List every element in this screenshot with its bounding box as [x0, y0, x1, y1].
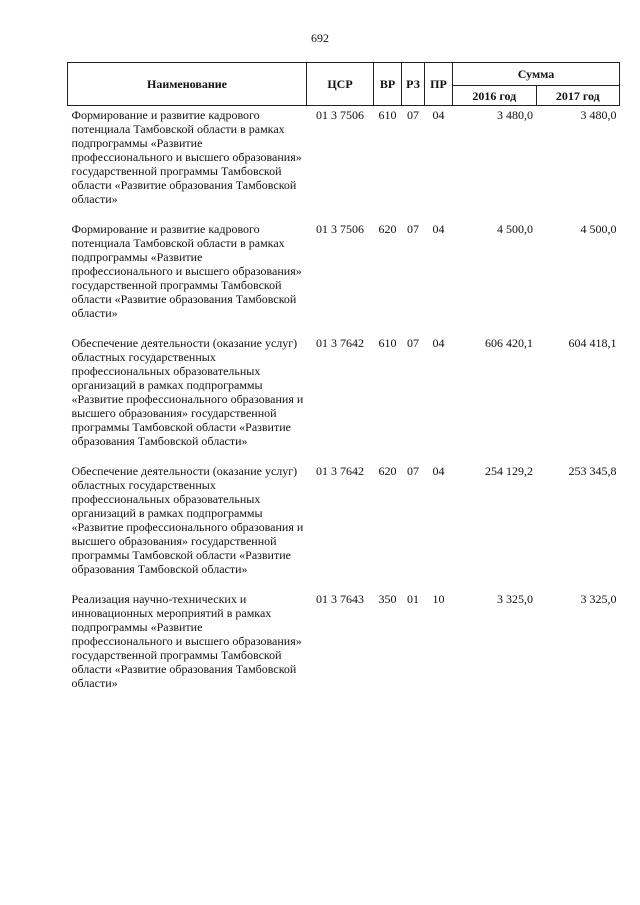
row-name: Реализация научно-технических и инновационных мероприятий в рамках подпрограммы «Развитие профессионального и высшего образования» государственной программы Тамбовской области «Развитие образования Тамбовской области»: [71, 592, 302, 690]
row-vr: 350: [378, 592, 397, 606]
header-sum: Сумма: [453, 63, 620, 86]
row-sum-2016: 3 480,0: [497, 108, 533, 122]
row-rz: 07: [407, 336, 419, 350]
row-sum-2016: 606 420,1: [485, 336, 533, 350]
row-vr: 620: [378, 464, 397, 478]
page-number: 692: [311, 31, 329, 45]
header-2017: 2017 год: [536, 86, 620, 106]
row-pr: 04: [432, 336, 445, 350]
row-sum-2017: 4 500,0: [580, 222, 617, 236]
row-vr: 620: [378, 222, 397, 236]
row-spacer: [68, 576, 620, 590]
row-name: Формирование и развитие кадрового потенциала Тамбовской области в рамках подпрограммы «Развитие профессионального и высшего образования» государственной программы Тамбовской области «Развитие образования Тамбовской области»: [71, 108, 302, 206]
header-name: Наименование: [68, 63, 307, 106]
row-sum-2017: 253 345,8: [568, 464, 617, 478]
row-rz: 07: [407, 464, 419, 478]
row-vr: 610: [378, 108, 397, 122]
row-sum-2016: 4 500,0: [497, 222, 533, 236]
row-pr: 10: [432, 592, 445, 606]
row-name: Обеспечение деятельности (оказание услуг) областных государственных профессиональных образовательных организаций в рамках подпрограммы «Развитие профессионального образования и высшего образования» государственной программы Тамбовской области «Развитие образования Тамбовской области»: [71, 464, 304, 576]
row-pr: 04: [432, 108, 445, 122]
row-sum-2016: 254 129,2: [485, 464, 533, 478]
row-spacer: [68, 320, 620, 334]
row-rz: 07: [407, 222, 419, 236]
budget-table: [67, 62, 620, 690]
row-csr: 01 3 7506: [316, 222, 364, 236]
row-csr: 01 3 7643: [316, 592, 364, 606]
header-pr: ПР: [425, 63, 453, 106]
header-vr: ВР: [374, 63, 402, 106]
row-spacer: [68, 448, 620, 462]
row-spacer: [68, 206, 620, 220]
header-rz: РЗ: [402, 63, 425, 106]
row-csr: 01 3 7642: [316, 464, 364, 478]
row-sum-2017: 604 418,1: [568, 336, 617, 350]
table-header: [68, 63, 620, 106]
row-pr: 04: [432, 222, 445, 236]
table-row: [68, 220, 620, 320]
row-vr: 610: [378, 336, 397, 350]
table-row: [68, 334, 620, 448]
header-csr: ЦСР: [307, 63, 374, 106]
table-body: [68, 106, 620, 691]
row-sum-2016: 3 325,0: [497, 592, 533, 606]
table-row: [68, 462, 620, 576]
table-row: [68, 106, 620, 207]
row-pr: 04: [432, 464, 445, 478]
row-rz: 07: [407, 108, 419, 122]
row-rz: 01: [407, 592, 419, 606]
row-name: Обеспечение деятельности (оказание услуг) областных государственных профессиональных образовательных организаций в рамках подпрограммы «Развитие профессионального образования и высшего образования» государственной программы Тамбовской области «Развитие образования Тамбовской области»: [71, 336, 304, 448]
row-sum-2017: 3 325,0: [580, 592, 617, 606]
row-csr: 01 3 7506: [316, 108, 364, 122]
row-sum-2017: 3 480,0: [580, 108, 617, 122]
table-row: [68, 590, 620, 690]
row-name: Формирование и развитие кадрового потенциала Тамбовской области в рамках подпрограммы «Развитие профессионального и высшего образования» государственной программы Тамбовской области «Развитие образования Тамбовской области»: [71, 222, 302, 320]
header-2016: 2016 год: [453, 86, 537, 106]
row-csr: 01 3 7642: [316, 336, 364, 350]
